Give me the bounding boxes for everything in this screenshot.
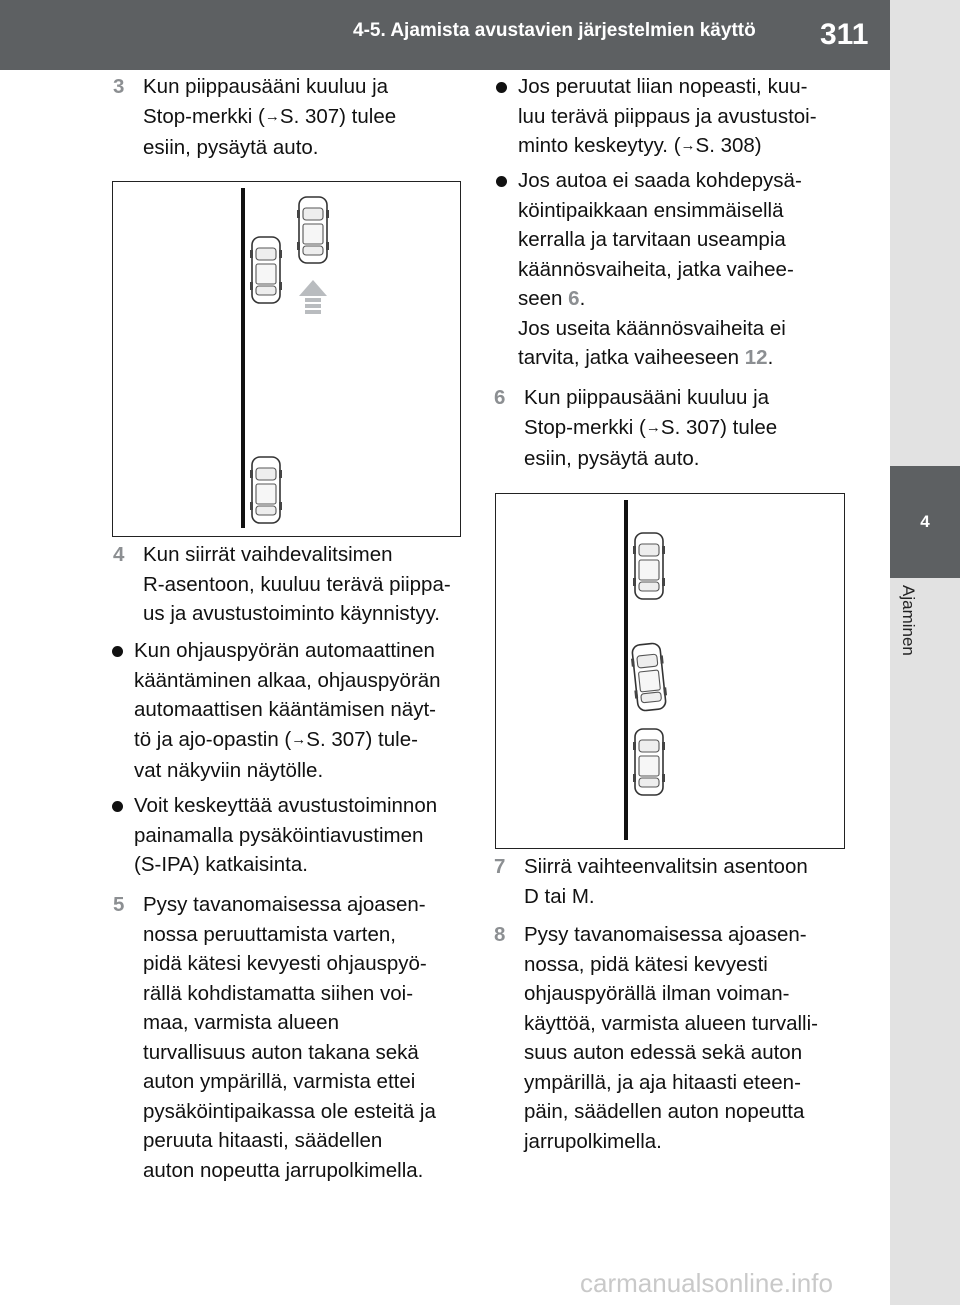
text-line: Kun piippausääni kuuluu ja (143, 75, 389, 98)
text-line: kerralla ja tarvitaan useampia (518, 228, 786, 251)
text-line: pidä kätesi kevyesti ohjauspyö- (143, 952, 427, 975)
step-number: 5 (113, 893, 125, 916)
step-7 (494, 852, 808, 911)
text-line: automaattisen kääntämisen näyt- (134, 698, 436, 721)
text-line: rällä kohdistamatta siihen voi- (143, 981, 414, 1005)
step-reference[interactable]: 12 (744, 346, 768, 369)
text-line: peruuta hitaasti, säädellen (143, 1129, 383, 1152)
step-number: 8 (494, 923, 506, 946)
text-segment: Stop-merkki ( (524, 415, 646, 439)
text-line: Pysy tavanomaisessa ajoasen- (524, 923, 807, 946)
section-title: 4-5. Ajamista avustavien järjestelmien käyttö (353, 20, 756, 41)
text-line: jarrupolkimella. (524, 1129, 662, 1153)
chapter-number: 4 (920, 512, 930, 531)
parked-car (250, 457, 282, 523)
text-line: turvallisuus auton takana sekä (143, 1040, 419, 1064)
text-line: pysäköintipaikassa ole esteitä ja (143, 1099, 436, 1123)
text-line (518, 284, 802, 314)
step-number: 4 (113, 543, 125, 566)
text-segment: . (767, 346, 774, 369)
text-line: Jos useita käännösvaiheita ei (518, 316, 786, 340)
text-line (518, 131, 817, 163)
text-line: (S-IPA) katkaisinta. (134, 853, 308, 876)
arrow-icon: → (264, 107, 280, 125)
text-line (143, 102, 396, 134)
arrow-up-icon (299, 280, 327, 314)
step-8 (494, 920, 818, 1156)
text-segment: S. 307) tulee (279, 104, 397, 128)
bullet-item (494, 166, 802, 373)
bullet-item (494, 72, 817, 163)
step-4 (113, 540, 451, 629)
diagram-2-svg (496, 494, 843, 847)
text-line: Kun ohjauspyörän automaattinen (134, 639, 435, 662)
text-segment: Stop-merkki ( (143, 104, 265, 128)
text-line: luu terävä piippaus ja avustustoi- (518, 104, 817, 128)
parked-car (250, 237, 282, 303)
step-3 (113, 72, 396, 163)
text-line: auton ympärillä, varmista ettei (143, 1070, 416, 1093)
text-line: Voit keskeyttää avustustoiminnon (134, 794, 438, 817)
text-line: D tai M. (524, 884, 595, 908)
text-line: Kun piippausääni kuuluu ja (524, 386, 770, 409)
text-line: ympärillä, ja aja hitaasti eteen- (524, 1070, 801, 1094)
text-line: käännösvaiheita, jatka vaihee- (518, 257, 794, 281)
text-line (524, 413, 777, 445)
step-reference[interactable]: 6 (568, 287, 580, 310)
text-line: esiin, pysäytä auto. (143, 136, 319, 159)
text-line: vat näkyviin näytölle. (134, 759, 324, 782)
header-bar (0, 0, 890, 70)
text-line: Kun siirrät vaihdevalitsimen (143, 543, 393, 566)
text-line: maa, varmista alueen (143, 1011, 339, 1034)
text-line: Jos autoa ei saada kohdepysä- (518, 169, 802, 192)
text-line: esiin, pysäytä auto. (524, 447, 700, 470)
text-segment: . (579, 287, 586, 310)
bullet-item (110, 636, 441, 786)
own-car (630, 643, 669, 712)
text-line: auton nopeutta jarrupolkimella. (143, 1158, 424, 1182)
side-tab-bottom (890, 578, 960, 1305)
text-line: ohjauspyörällä ilman voiman- (524, 982, 790, 1005)
text-line: painamalla pysäköintiavustimen (134, 823, 424, 847)
parked-car (633, 729, 665, 795)
text-line: suus auton edessä sekä auton (524, 1041, 803, 1064)
watermark: carmanualsonline.info (580, 1268, 833, 1298)
text-line: Siirrä vaihteenvalitsin asentoon (524, 855, 808, 878)
text-line: us ja avustustoiminto käynnistyy. (143, 602, 440, 625)
side-tab-top (890, 0, 960, 466)
parked-car (633, 533, 665, 599)
text-line: päin, säädellen auton nopeutta (524, 1100, 805, 1123)
arrow-icon: → (680, 137, 696, 154)
step-number: 3 (113, 75, 125, 98)
text-line: Jos peruutat liian nopeasti, kuu- (518, 75, 808, 98)
text-segment: tarvita, jatka vaiheeseen (518, 346, 745, 369)
text-line: Pysy tavanomaisessa ajoasen- (143, 893, 426, 916)
text-line: nossa peruuttamista varten, (143, 922, 396, 946)
text-line: R-asentoon, kuuluu terävä piippa- (143, 572, 451, 596)
arrow-icon: → (645, 418, 661, 436)
chapter-number-tab[interactable] (890, 466, 960, 578)
parking-diagram-1 (112, 181, 461, 537)
text-segment: tö ja ajo-opastin ( (134, 727, 292, 751)
page-number: 311 (820, 18, 869, 51)
step-5 (113, 890, 436, 1185)
text-segment: S. 307) tule- (306, 727, 418, 751)
text-line (518, 343, 802, 373)
text-segment: minto keskeytyy. ( (518, 134, 681, 157)
text-line: nossa, pidä kätesi kevyesti (524, 952, 768, 976)
text-line (134, 725, 441, 757)
text-segment: S. 308) (695, 134, 762, 157)
arrow-icon: → (291, 730, 307, 748)
text-line: kääntäminen alkaa, ohjauspyörän (134, 668, 441, 692)
diagram-1-svg (113, 182, 459, 535)
parking-diagram-2 (495, 493, 845, 849)
text-segment: seen (518, 287, 569, 310)
step-number: 7 (494, 855, 506, 878)
text-line: käyttöä, varmista alueen turvalli- (524, 1011, 818, 1035)
step-number: 6 (494, 386, 506, 409)
own-car (297, 197, 329, 263)
step-6 (494, 383, 777, 474)
text-line: köintipaikkaan ensimmäisellä (518, 198, 784, 222)
chapter-label: Ajaminen (899, 585, 918, 656)
text-segment: S. 307) tulee (660, 415, 778, 439)
bullet-item (110, 791, 437, 880)
